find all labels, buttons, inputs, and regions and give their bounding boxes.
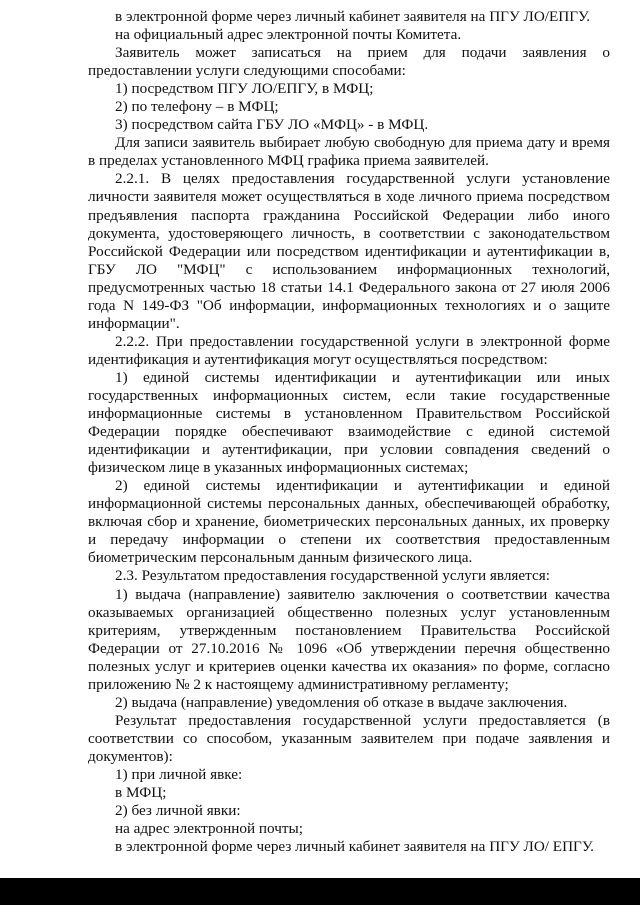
paragraph-16: 1) при личной явке: [115,765,243,783]
paragraph-9: 2.2.2. При предоставлении государственной услуги в электронной форме идентификация и аутентификация могут осуществляться посредством: [88,332,610,368]
paragraph-15: Результат предоставления государственной услуги предоставляется (в соответствии со способом, указанным заявителем при подаче заявления и документов): [88,711,610,765]
paragraph-14: 2) выдача (направление) уведомления об отказе в выдаче заключения. [115,693,568,711]
paragraph-3: Заявитель может записаться на прием для подачи заявления о предоставлении услуги следующими способами: [88,44,610,80]
paragraph-13: 1) выдача (направление) заявителю заключения о соответствии качества оказываемых организацией общественно полезных услуг установленным критериям, утвержденным постановлением Правительства Российской Федерации от 27.10.2016 № 1096 «Об утверждении перечня общественно полезных услуг и критериев оценки качества их оказания» по форме, согласно приложению № 2 к настоящему административному регламенту; [88,585,610,693]
document-body [88,8,610,856]
paragraph-20: в электронной форме через личный кабинет заявителя на ПГУ ЛО/ ЕПГУ. [115,838,594,856]
paragraph-19: на адрес электронной почты; [115,820,303,838]
scan-bottom-edge [0,878,640,905]
paragraph-5: 2) по телефону – в МФЦ; [115,98,279,116]
paragraph-6: 3) посредством сайта ГБУ ЛО «МФЦ» - в МФЦ. [115,116,429,134]
paragraph-7: Для записи заявитель выбирает любую свободную для приема дату и время в пределах установленного МФЦ графика приема заявителей. [88,134,610,170]
paragraph-1: в электронной форме через личный кабинет заявителя на ПГУ ЛО/ЕПГУ. [115,8,591,25]
paragraph-8: 2.2.1. В целях предоставления государственной услуги установление личности заявителя может осуществляться в ходе личного приема посредством предъявления паспорта гражданина Российской Федерации либо иного документа, удостоверяющего личность, в соответствии с законодательством Российской Федерации или посредством идентификации и аутентификации в, ГБУ ЛО "МФЦ" с использованием информационных технологий, предусмотренных частью 18 статьи 14.1 Федерального закона от 27 июля 2006 года N 149-ФЗ "Об информации, информационных технологиях и о защите информации". [88,170,610,332]
paragraph-12: 2.3. Результатом предоставления государственной услуги является: [115,567,550,585]
paragraph-10: 1) единой системы идентификации и аутентификации или иных государственных информационных систем, если такие государственные информационные системы в установленном Правительством Российской Федерации порядке обеспечивают взаимодействие с единой системой идентификации и аутентификации, при условии совпадения сведений о физическом лице в указанных информационных системах; [88,368,610,477]
paragraph-11: 2) единой системы идентификации и аутентификации и единой информационной системы персональных данных, обеспечивающей обработку, включая сбор и хранение, биометрических персональных данных, их проверку и передачу информации о степени их соответствия предоставленным биометрическим персональным данным физического лица. [88,477,610,567]
paragraph-18: 2) без личной явки: [115,802,241,820]
paragraph-4: 1) посредством ПГУ ЛО/ЕПГУ, в МФЦ; [115,80,374,98]
paragraph-2: на официальный адрес электронной почты Комитета. [115,26,462,44]
paragraph-17: в МФЦ; [115,784,167,802]
